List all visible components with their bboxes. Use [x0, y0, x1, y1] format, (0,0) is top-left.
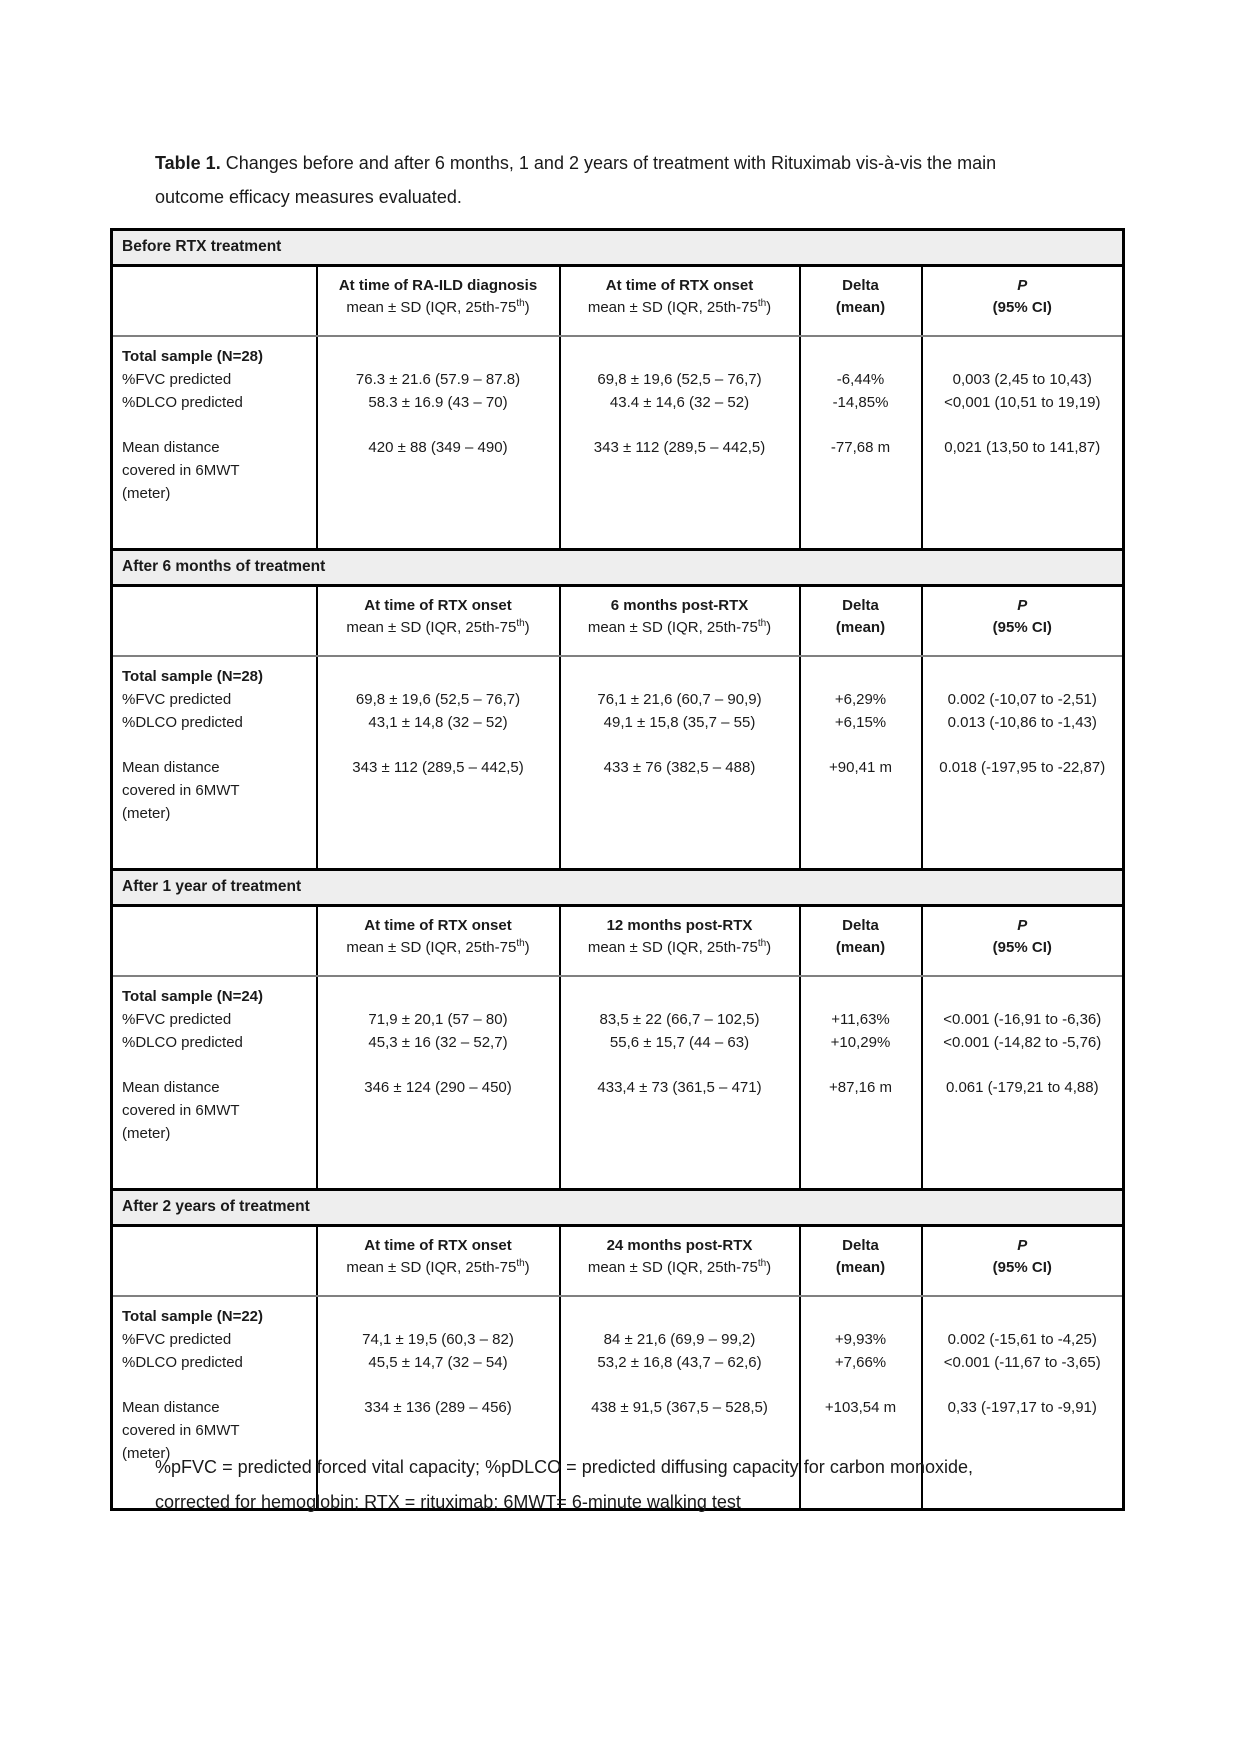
subheader-close: ) — [524, 1259, 530, 1276]
column-title: Delta — [842, 597, 879, 614]
value-cell — [560, 426, 800, 550]
value-cell — [317, 336, 560, 426]
subheader-superscript: th — [516, 298, 525, 309]
row-label-cell — [112, 426, 317, 550]
column-header-delta — [800, 906, 922, 977]
column-header-followup — [560, 1226, 800, 1297]
value-cell — [560, 1066, 800, 1190]
mwt-label: Mean distance covered in 6MWT (meter) — [122, 1079, 240, 1142]
column-title: P — [1017, 277, 1028, 294]
dlco-label: %DLCO predicted — [122, 394, 243, 411]
caption-text: Changes before and after 6 months, 1 and 2 years of treatment with Rituximab vis-à-vis the main outcome efficacy measures evaluated. — [155, 153, 997, 207]
column-subtitle: (mean) — [835, 299, 886, 316]
column-header-delta — [800, 266, 922, 337]
dlco-delta: -14,85% — [832, 394, 889, 411]
column-header-p — [922, 906, 1124, 977]
fvc-delta: +6,29% — [834, 691, 887, 708]
delta-cell — [800, 656, 922, 746]
column-header-p — [922, 266, 1124, 337]
fvc-value: 76.3 ± 21.6 (57.9 – 87.8) — [355, 371, 521, 388]
dlco-p: <0.001 (-14,82 to -5,76) — [943, 1034, 1102, 1051]
fvc-value: 71,9 ± 20,1 (57 – 80) — [368, 1011, 508, 1028]
column-subtitle — [320, 937, 557, 959]
p-cell — [922, 1296, 1124, 1386]
fvc-value: 84 ± 21,6 (69,9 – 99,2) — [603, 1331, 756, 1348]
p-cell — [922, 336, 1124, 426]
fvc-value: 69,8 ± 19,6 (52,5 – 76,7) — [597, 371, 762, 388]
dlco-delta: +10,29% — [830, 1034, 891, 1051]
results-table — [110, 228, 1125, 1511]
subheader-text: mean ± SD (IQR, 25th-75 — [587, 619, 758, 636]
sample-label: Total sample (N=24) — [122, 988, 264, 1005]
dlco-label: %DLCO predicted — [122, 1354, 243, 1371]
fvc-label: %FVC predicted — [122, 691, 232, 708]
column-header-row — [112, 586, 1124, 657]
column-header-p — [922, 586, 1124, 657]
delta-cell — [800, 1066, 922, 1190]
column-title: 6 months post-RTX — [610, 597, 749, 614]
column-header-followup — [560, 586, 800, 657]
pulmonary-values-row — [112, 976, 1124, 1066]
mwt-delta: +103,54 m — [824, 1399, 897, 1416]
mwt-value: 420 ± 88 (349 – 490) — [368, 439, 508, 456]
column-title: 24 months post-RTX — [606, 1237, 753, 1254]
dlco-value: 49,1 ± 15,8 (35,7 – 55) — [603, 714, 756, 731]
fvc-delta: -6,44% — [836, 371, 885, 388]
column-title: 12 months post-RTX — [606, 917, 753, 934]
dlco-value: 58.3 ± 16.9 (43 – 70) — [368, 394, 508, 411]
dlco-value: 45,3 ± 16 (32 – 52,7) — [368, 1034, 508, 1051]
walk-test-row — [112, 746, 1124, 870]
column-title: Delta — [842, 277, 879, 294]
subheader-superscript: th — [757, 298, 767, 309]
mwt-value: 433 ± 76 (382,5 – 488) — [603, 759, 756, 776]
subheader-superscript: th — [757, 1258, 767, 1269]
dlco-p: <0.001 (-11,67 to -3,65) — [943, 1354, 1101, 1371]
subheader-text: mean ± SD (IQR, 25th-75 — [587, 1259, 758, 1276]
column-title: At time of RA-ILD diagnosis — [338, 277, 538, 294]
value-cell — [560, 656, 800, 746]
column-title: P — [1017, 1237, 1028, 1254]
subheader-close: ) — [766, 619, 772, 636]
sample-label: Total sample (N=28) — [122, 668, 264, 685]
fvc-label: %FVC predicted — [122, 1011, 232, 1028]
mwt-delta: +87,16 m — [829, 1079, 892, 1096]
column-header-row — [112, 906, 1124, 977]
column-header-row — [112, 266, 1124, 337]
subheader-text: mean ± SD (IQR, 25th-75 — [587, 299, 758, 316]
row-label-cell — [112, 976, 317, 1066]
column-subtitle: (mean) — [835, 619, 886, 636]
subheader-close: ) — [524, 619, 530, 636]
fvc-label: %FVC predicted — [122, 371, 232, 388]
row-label-cell — [112, 1066, 317, 1190]
column-title: Delta — [842, 917, 879, 934]
subheader-superscript: th — [757, 938, 767, 949]
fvc-p: 0,003 (2,45 to 10,43) — [952, 371, 1092, 388]
mwt-p: 0,021 (13,50 to 141,87) — [944, 439, 1101, 456]
value-cell — [317, 656, 560, 746]
mwt-value: 334 ± 136 (289 – 456) — [364, 1399, 512, 1416]
dlco-value: 43.4 ± 14,6 (32 – 52) — [609, 394, 750, 411]
mwt-label: Mean distance covered in 6MWT (meter) — [122, 759, 240, 822]
dlco-value: 43,1 ± 14,8 (32 – 52) — [368, 714, 508, 731]
row-label-cell — [112, 1296, 317, 1386]
column-subtitle: (mean) — [835, 939, 886, 956]
fvc-p: 0.002 (-15,61 to -4,25) — [947, 1331, 1097, 1348]
column-title: At time of RTX onset — [364, 1237, 512, 1254]
walk-test-row — [112, 1066, 1124, 1190]
column-subtitle — [320, 297, 557, 319]
row-label-cell — [112, 746, 317, 870]
empty-header-cell — [112, 266, 317, 337]
row-label-cell — [112, 656, 317, 746]
column-title: At time of RTX onset — [605, 277, 754, 294]
section-header: After 2 years of treatment — [112, 1190, 1124, 1226]
dlco-delta: +7,66% — [834, 1354, 887, 1371]
sample-label: Total sample (N=28) — [122, 348, 264, 365]
subheader-close: ) — [524, 299, 530, 316]
column-header-delta — [800, 1226, 922, 1297]
dlco-delta: +6,15% — [834, 714, 887, 731]
p-cell — [922, 426, 1124, 550]
dlco-value: 45,5 ± 14,7 (32 – 54) — [368, 1354, 508, 1371]
section-header-row — [112, 230, 1124, 266]
mwt-value: 438 ± 91,5 (367,5 – 528,5) — [591, 1399, 768, 1416]
dlco-label: %DLCO predicted — [122, 1034, 243, 1051]
mwt-label: Mean distance covered in 6MWT (meter) — [122, 439, 240, 502]
mwt-p: 0,33 (-197,17 to -9,91) — [947, 1399, 1097, 1416]
dlco-value: 53,2 ± 16,8 (43,7 – 62,6) — [597, 1354, 762, 1371]
pulmonary-values-row — [112, 656, 1124, 746]
mwt-delta: +90,41 m — [829, 759, 892, 776]
delta-cell — [800, 1296, 922, 1386]
section-header-row — [112, 1190, 1124, 1226]
fvc-delta: +11,63% — [831, 1011, 890, 1028]
dlco-label: %DLCO predicted — [122, 714, 243, 731]
delta-cell — [800, 976, 922, 1066]
value-cell — [560, 746, 800, 870]
fvc-value: 83,5 ± 22 (66,7 – 102,5) — [599, 1011, 760, 1028]
table-caption — [155, 146, 1003, 214]
value-cell — [317, 426, 560, 550]
column-header-baseline — [317, 906, 560, 977]
column-subtitle — [563, 617, 797, 639]
subheader-superscript: th — [516, 938, 525, 949]
fvc-value: 76,1 ± 21,6 (60,7 – 90,9) — [597, 691, 762, 708]
column-subtitle: (95% CI) — [992, 619, 1052, 636]
value-cell — [560, 336, 800, 426]
subheader-close: ) — [524, 939, 530, 956]
subheader-superscript: th — [516, 618, 525, 629]
p-cell — [922, 1066, 1124, 1190]
walk-test-row — [112, 426, 1124, 550]
mwt-p: 0.061 (-179,21 to 4,88) — [945, 1079, 1099, 1096]
mwt-value: 346 ± 124 (290 – 450) — [364, 1079, 512, 1096]
dlco-p: <0,001 (10,51 to 19,19) — [944, 394, 1101, 411]
column-subtitle — [563, 937, 797, 959]
column-header-baseline — [317, 266, 560, 337]
column-header-baseline — [317, 586, 560, 657]
column-title: P — [1017, 597, 1028, 614]
dlco-p: 0.013 (-10,86 to -1,43) — [947, 714, 1097, 731]
subheader-text: mean ± SD (IQR, 25th-75 — [346, 1259, 517, 1276]
empty-header-cell — [112, 1226, 317, 1297]
section-header-row — [112, 870, 1124, 906]
column-title: P — [1017, 917, 1028, 934]
delta-cell — [800, 746, 922, 870]
column-header-p — [922, 1226, 1124, 1297]
section-header: After 1 year of treatment — [112, 870, 1124, 906]
section-header-row — [112, 550, 1124, 586]
column-subtitle — [563, 297, 797, 319]
subheader-text: mean ± SD (IQR, 25th-75 — [346, 619, 517, 636]
p-cell — [922, 746, 1124, 870]
fvc-label: %FVC predicted — [122, 1331, 232, 1348]
column-header-row — [112, 1226, 1124, 1297]
subheader-text: mean ± SD (IQR, 25th-75 — [346, 299, 517, 316]
section-header: Before RTX treatment — [112, 230, 1124, 266]
value-cell — [317, 1296, 560, 1386]
value-cell — [317, 1066, 560, 1190]
subheader-superscript: th — [757, 618, 767, 629]
caption-label: Table 1. — [155, 153, 221, 173]
empty-header-cell — [112, 906, 317, 977]
column-subtitle: (95% CI) — [992, 299, 1052, 316]
column-title: At time of RTX onset — [364, 917, 512, 934]
column-subtitle: (95% CI) — [992, 939, 1052, 956]
subheader-close: ) — [766, 299, 772, 316]
mwt-value: 343 ± 112 (289,5 – 442,5) — [352, 759, 524, 776]
column-header-baseline — [317, 1226, 560, 1297]
fvc-p: <0.001 (-16,91 to -6,36) — [943, 1011, 1102, 1028]
fvc-p: 0.002 (-10,07 to -2,51) — [947, 691, 1097, 708]
mwt-value: 343 ± 112 (289,5 – 442,5) — [593, 439, 766, 456]
subheader-close: ) — [766, 1259, 772, 1276]
value-cell — [560, 976, 800, 1066]
fvc-delta: +9,93% — [834, 1331, 887, 1348]
table-footnote: %pFVC = predicted forced vital capacity; %pDLCO = predicted diffusing capacity for carbon monoxide, corrected for hemoglobin; RTX = rituximab; 6MWT= 6-minute walking test — [155, 1457, 973, 1512]
column-header-followup — [560, 906, 800, 977]
column-header-delta — [800, 586, 922, 657]
section-header: After 6 months of treatment — [112, 550, 1124, 586]
value-cell — [560, 1296, 800, 1386]
p-cell — [922, 656, 1124, 746]
delta-cell — [800, 336, 922, 426]
empty-header-cell — [112, 586, 317, 657]
value-cell — [317, 746, 560, 870]
fvc-value: 69,8 ± 19,6 (52,5 – 76,7) — [355, 691, 521, 708]
pulmonary-values-row — [112, 336, 1124, 426]
value-cell — [317, 976, 560, 1066]
row-label-cell — [112, 336, 317, 426]
subheader-text: mean ± SD (IQR, 25th-75 — [587, 939, 758, 956]
column-title: Delta — [842, 1237, 879, 1254]
mwt-p: 0.018 (-197,95 to -22,87) — [939, 759, 1106, 776]
dlco-value: 55,6 ± 15,7 (44 – 63) — [609, 1034, 750, 1051]
column-subtitle: (mean) — [835, 1259, 886, 1276]
fvc-value: 74,1 ± 19,5 (60,3 – 82) — [362, 1331, 514, 1348]
subheader-text: mean ± SD (IQR, 25th-75 — [346, 939, 517, 956]
column-subtitle — [563, 1257, 797, 1279]
mwt-delta: -77,68 m — [830, 439, 891, 456]
sample-label: Total sample (N=22) — [122, 1308, 264, 1325]
delta-cell — [800, 426, 922, 550]
subheader-superscript: th — [516, 1258, 525, 1269]
mwt-value: 433,4 ± 73 (361,5 – 471) — [597, 1079, 762, 1096]
subheader-close: ) — [766, 939, 772, 956]
column-subtitle: (95% CI) — [992, 1259, 1052, 1276]
mwt-label: Mean distance covered in 6MWT (meter) — [122, 1399, 240, 1462]
column-title: At time of RTX onset — [364, 597, 512, 614]
column-header-followup — [560, 266, 800, 337]
column-subtitle — [320, 617, 557, 639]
column-subtitle — [320, 1257, 557, 1279]
p-cell — [922, 976, 1124, 1066]
pulmonary-values-row — [112, 1296, 1124, 1386]
